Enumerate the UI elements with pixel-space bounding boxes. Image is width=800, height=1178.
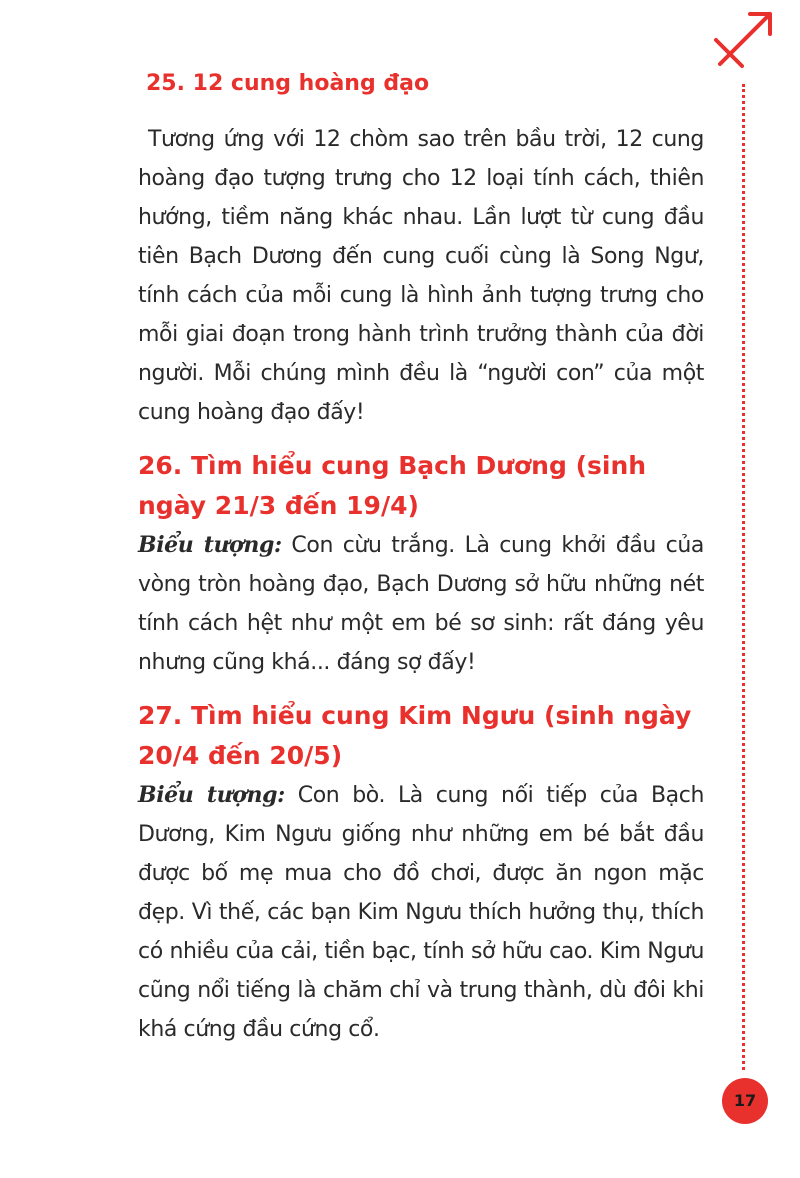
section-body-26: [138, 526, 704, 682]
symbol-description: Con cừu trắng. Là cung khởi đầu của vòng tròn hoàng đạo, Bạch Dương sở hữu những nét tính cách hệt như một em bé sơ sinh: rất đáng yêu nhưng cũng khá... đáng sợ đấy!: [138, 533, 704, 675]
section-heading-27: 27. Tìm hiểu cung Kim Ngưu (sinh ngày 20/4 đến 20/5): [138, 701, 692, 770]
sagittarius-icon: [706, 6, 778, 78]
symbol-label: Biểu tượng:: [138, 532, 282, 558]
symbol-description: Con bò. Là cung nối tiếp của Bạch Dương, Kim Ngưu giống như những em bé bắt đầu được bố mẹ mua cho đồ chơi, được ăn ngon mặc đẹp. Vì thế, các bạn Kim Ngưu thích hưởng thụ, thích có nhiều của cải, tiền bạc, tính sở hữu cao. Kim Ngưu cũng nổi tiếng là chăm chỉ và trung thành, dù đôi khi khá cứng đầu cứng cổ.: [138, 783, 704, 1042]
symbol-label: Biểu tượng:: [138, 782, 285, 808]
page-number-badge: 17: [722, 1078, 768, 1124]
section-heading-25: 25. 12 cung hoàng đạo: [146, 71, 430, 96]
section-heading-26: 26. Tìm hiểu cung Bạch Dương (sinh ngày 21/3 đến 19/4): [138, 451, 647, 520]
decorative-dotted-line: [742, 84, 745, 1070]
section-body-27: [138, 776, 704, 1049]
section-body-25: Tương ứng với 12 chòm sao trên bầu trời, 12 cung hoàng đạo tượng trưng cho 12 loại tính cách, thiên hướng, tiềm năng khác nhau. Lần lượt từ cung đầu tiên Bạch Dương đến cung cuối cùng là Song Ngư, tính cách của mỗi cung là hình ảnh tượng trưng cho mỗi giai đoạn trong hành trình trưởng thành của đời người. Mỗi chúng mình đều là “người con” của một cung hoàng đạo đấy!: [138, 127, 704, 425]
